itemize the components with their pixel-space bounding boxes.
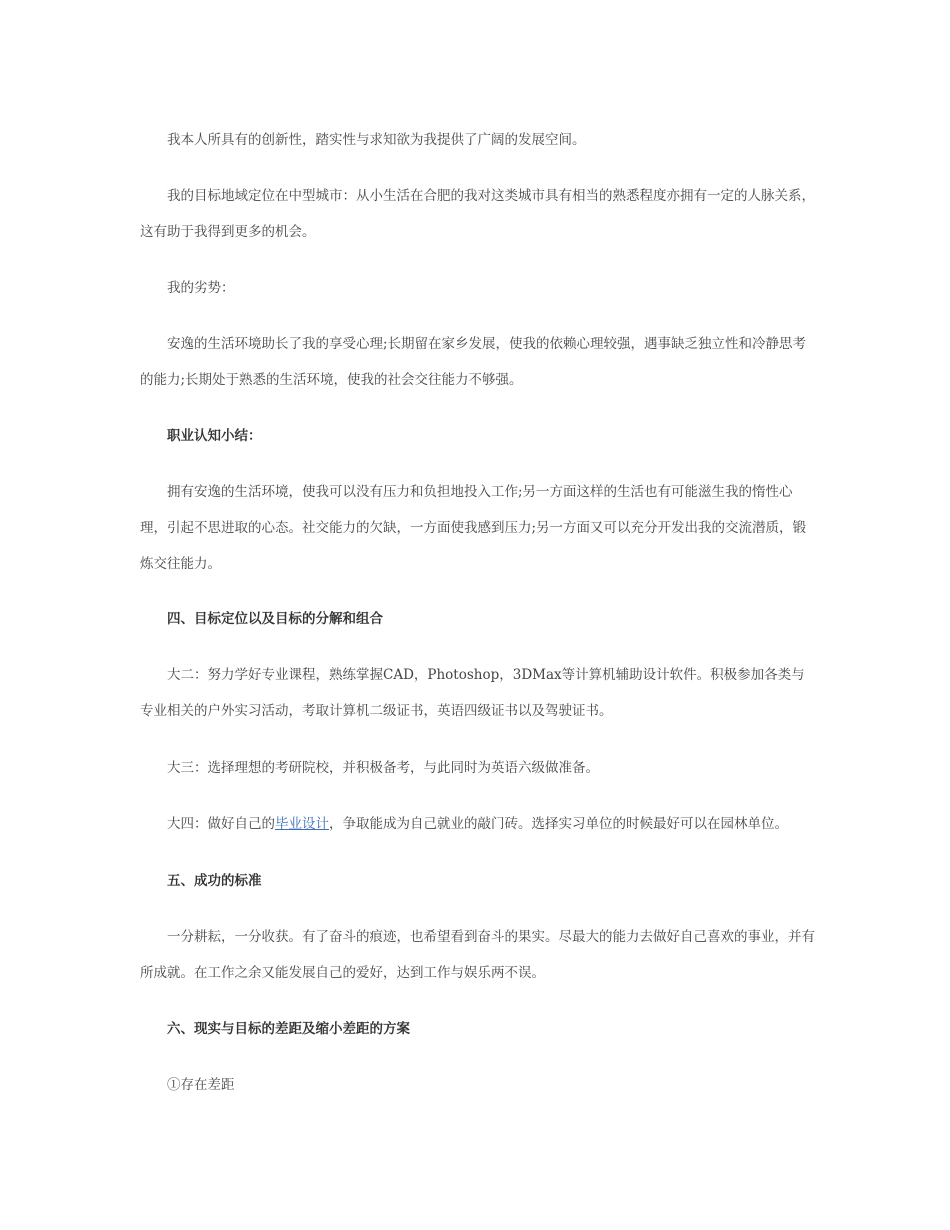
graduation-design-link[interactable]: 毕业设计 bbox=[275, 816, 329, 832]
paragraph-existing-gap: ①存在差距 bbox=[167, 1077, 235, 1093]
heading-success-standard: 五、成功的标准 bbox=[167, 873, 262, 889]
paragraph-target-region: 我的目标地域定位在中型城市：从小生活在合肥的我对这类城市具有相当的熟悉程度亦拥有一定的人脉关系，这有助于我得到更多的机会。 bbox=[140, 188, 815, 240]
senior-goal-text-after: ，争取能成为自己就业的敲门砖。选择实习单位的时候最好可以在园林单位。 bbox=[329, 816, 788, 832]
paragraph-success-standard: 一分耕耘，一分收获。有了奋斗的痕迹，也希望看到奋斗的果实。尽最大的能力去做好自己喜欢的事业，并有所成就。在工作之余又能发展自己的爱好，达到工作与娱乐两不误。 bbox=[140, 929, 815, 981]
paragraph-strengths: 我本人所具有的创新性，踏实性与求知欲为我提供了广阔的发展空间。 bbox=[167, 132, 586, 148]
paragraph-career-summary: 拥有安逸的生活环境，使我可以没有压力和负担地投入工作;另一方面这样的生活也有可能滋生我的惰性心理，引起不思进取的心态。社交能力的欠缺，一方面使我感到压力;另一方面又可以充分开发出我的交流潜质，锻炼交往能力。 bbox=[140, 484, 807, 572]
paragraph-junior-goal: 大三：选择理想的考研院校，并积极备考，与此同时为英语六级做准备。 bbox=[167, 760, 599, 776]
paragraph-weakness-label: 我的劣势： bbox=[167, 280, 235, 296]
heading-gap-plan: 六、现实与目标的差距及缩小差距的方案 bbox=[167, 1021, 410, 1037]
paragraph-weaknesses: 安逸的生活环境助长了我的享受心理;长期留在家乡发展，使我的依赖心理较强，遇事缺乏独立性和冷静思考的能力;长期处于熟悉的生活环境，使我的社会交往能力不够强。 bbox=[140, 336, 807, 388]
heading-goal-positioning: 四、目标定位以及目标的分解和组合 bbox=[167, 611, 383, 627]
paragraph-senior-goal bbox=[140, 806, 816, 842]
paragraph-sophomore-goal: 大二：努力学好专业课程，熟练掌握CAD，Photoshop，3DMax等计算机辅助设计软件。积极参加各类与专业相关的户外实习活动，考取计算机二级证书，英语四级证书以及驾驶证书。 bbox=[140, 667, 805, 719]
heading-career-summary: 职业认知小结： bbox=[167, 428, 262, 444]
senior-goal-text-before: 大四：做好自己的 bbox=[167, 816, 275, 832]
